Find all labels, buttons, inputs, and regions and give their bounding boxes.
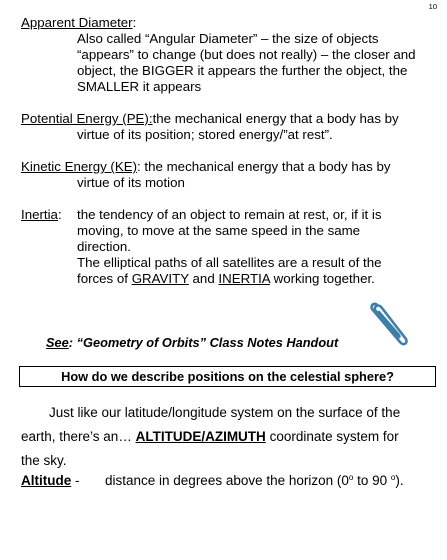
inertia-line: the tendency of an object to remain at rest, or, if it is — [77, 207, 382, 222]
satellite-forces-line — [77, 271, 417, 287]
and-text: and — [188, 271, 219, 286]
inertia-definition — [77, 207, 417, 287]
inertia-line: direction. — [77, 239, 131, 254]
apparent-diameter-definition — [77, 31, 439, 95]
paragraph-line — [21, 401, 426, 425]
kinetic-energy-row — [21, 159, 391, 175]
apparent-diameter-term — [21, 15, 136, 31]
degree-mark: o — [390, 473, 396, 482]
apparent-diameter-line: Also called “Angular Diameter” – the size of objects — [77, 31, 379, 46]
inertia-line: moving, to move at the same speed in the same — [77, 223, 361, 238]
see-reference — [46, 335, 338, 351]
potential-energy-row — [21, 111, 399, 127]
inertia-term — [21, 207, 62, 223]
potential-energy-term: Potential Energy (PE): — [21, 111, 153, 126]
potential-energy-definition: the mechanical energy that a body has by — [152, 111, 399, 126]
kinetic-energy-term: Kinetic Energy (KE) — [21, 159, 138, 174]
apparent-diameter-colon: : — [132, 15, 137, 30]
inertia-word: INERTIA — [218, 271, 270, 286]
paragraph-line-text: earth, there’s an… — [21, 429, 136, 444]
altitude-dash: - — [71, 473, 80, 488]
apparent-diameter-label: Apparent Diameter — [21, 15, 133, 30]
question-box: How do we describe positions on the celestial sphere? — [19, 366, 436, 387]
kinetic-energy-definition: : the mechanical energy that a body has by — [137, 159, 391, 174]
altitude-term: Altitude — [21, 473, 72, 488]
apparent-diameter-line: object, the BIGGER it appears the further the object, the — [77, 63, 408, 78]
gravity-term: GRAVITY — [131, 271, 189, 286]
forces-text: forces of — [77, 271, 132, 286]
potential-energy-continuation: virtue of its position; stored energy/”at rest”. — [77, 127, 333, 142]
degree-mark: o — [348, 473, 354, 482]
apparent-diameter-line: “appears” to change (but does not really) – the closer and — [77, 47, 416, 62]
paperclip-icon — [364, 300, 410, 350]
paragraph-line: the sky. — [21, 453, 67, 468]
paragraph-line-text: coordinate system for — [265, 429, 399, 444]
working-together-text: working together. — [269, 271, 375, 286]
see-label: See — [46, 335, 69, 350]
altitude-def-text: distance in degrees above the horizon (0 — [105, 473, 349, 488]
kinetic-energy-continuation: virtue of its motion — [77, 175, 185, 190]
paragraph-line-text: Just like our latitude/longitude system on the surface of the — [49, 405, 401, 420]
altitude-def-text: ). — [395, 473, 404, 488]
inertia-colon: : — [57, 207, 62, 222]
altitude-definition — [105, 473, 404, 489]
inertia-label: Inertia — [21, 207, 58, 222]
see-reference-text: : “Geometry of Orbits” Class Notes Handout — [68, 335, 339, 350]
apparent-diameter-line: SMALLER it appears — [77, 79, 202, 94]
altitude-term-row — [21, 473, 80, 489]
intro-paragraph — [21, 401, 426, 473]
altitude-def-text: to 90 — [353, 473, 391, 488]
paragraph-line — [21, 425, 426, 449]
satellite-line: The elliptical paths of all satellites are a result of the — [77, 255, 382, 270]
altitude-azimuth-term: ALTITUDE/AZIMUTH — [135, 429, 266, 444]
page-number: 10 — [428, 2, 437, 11]
